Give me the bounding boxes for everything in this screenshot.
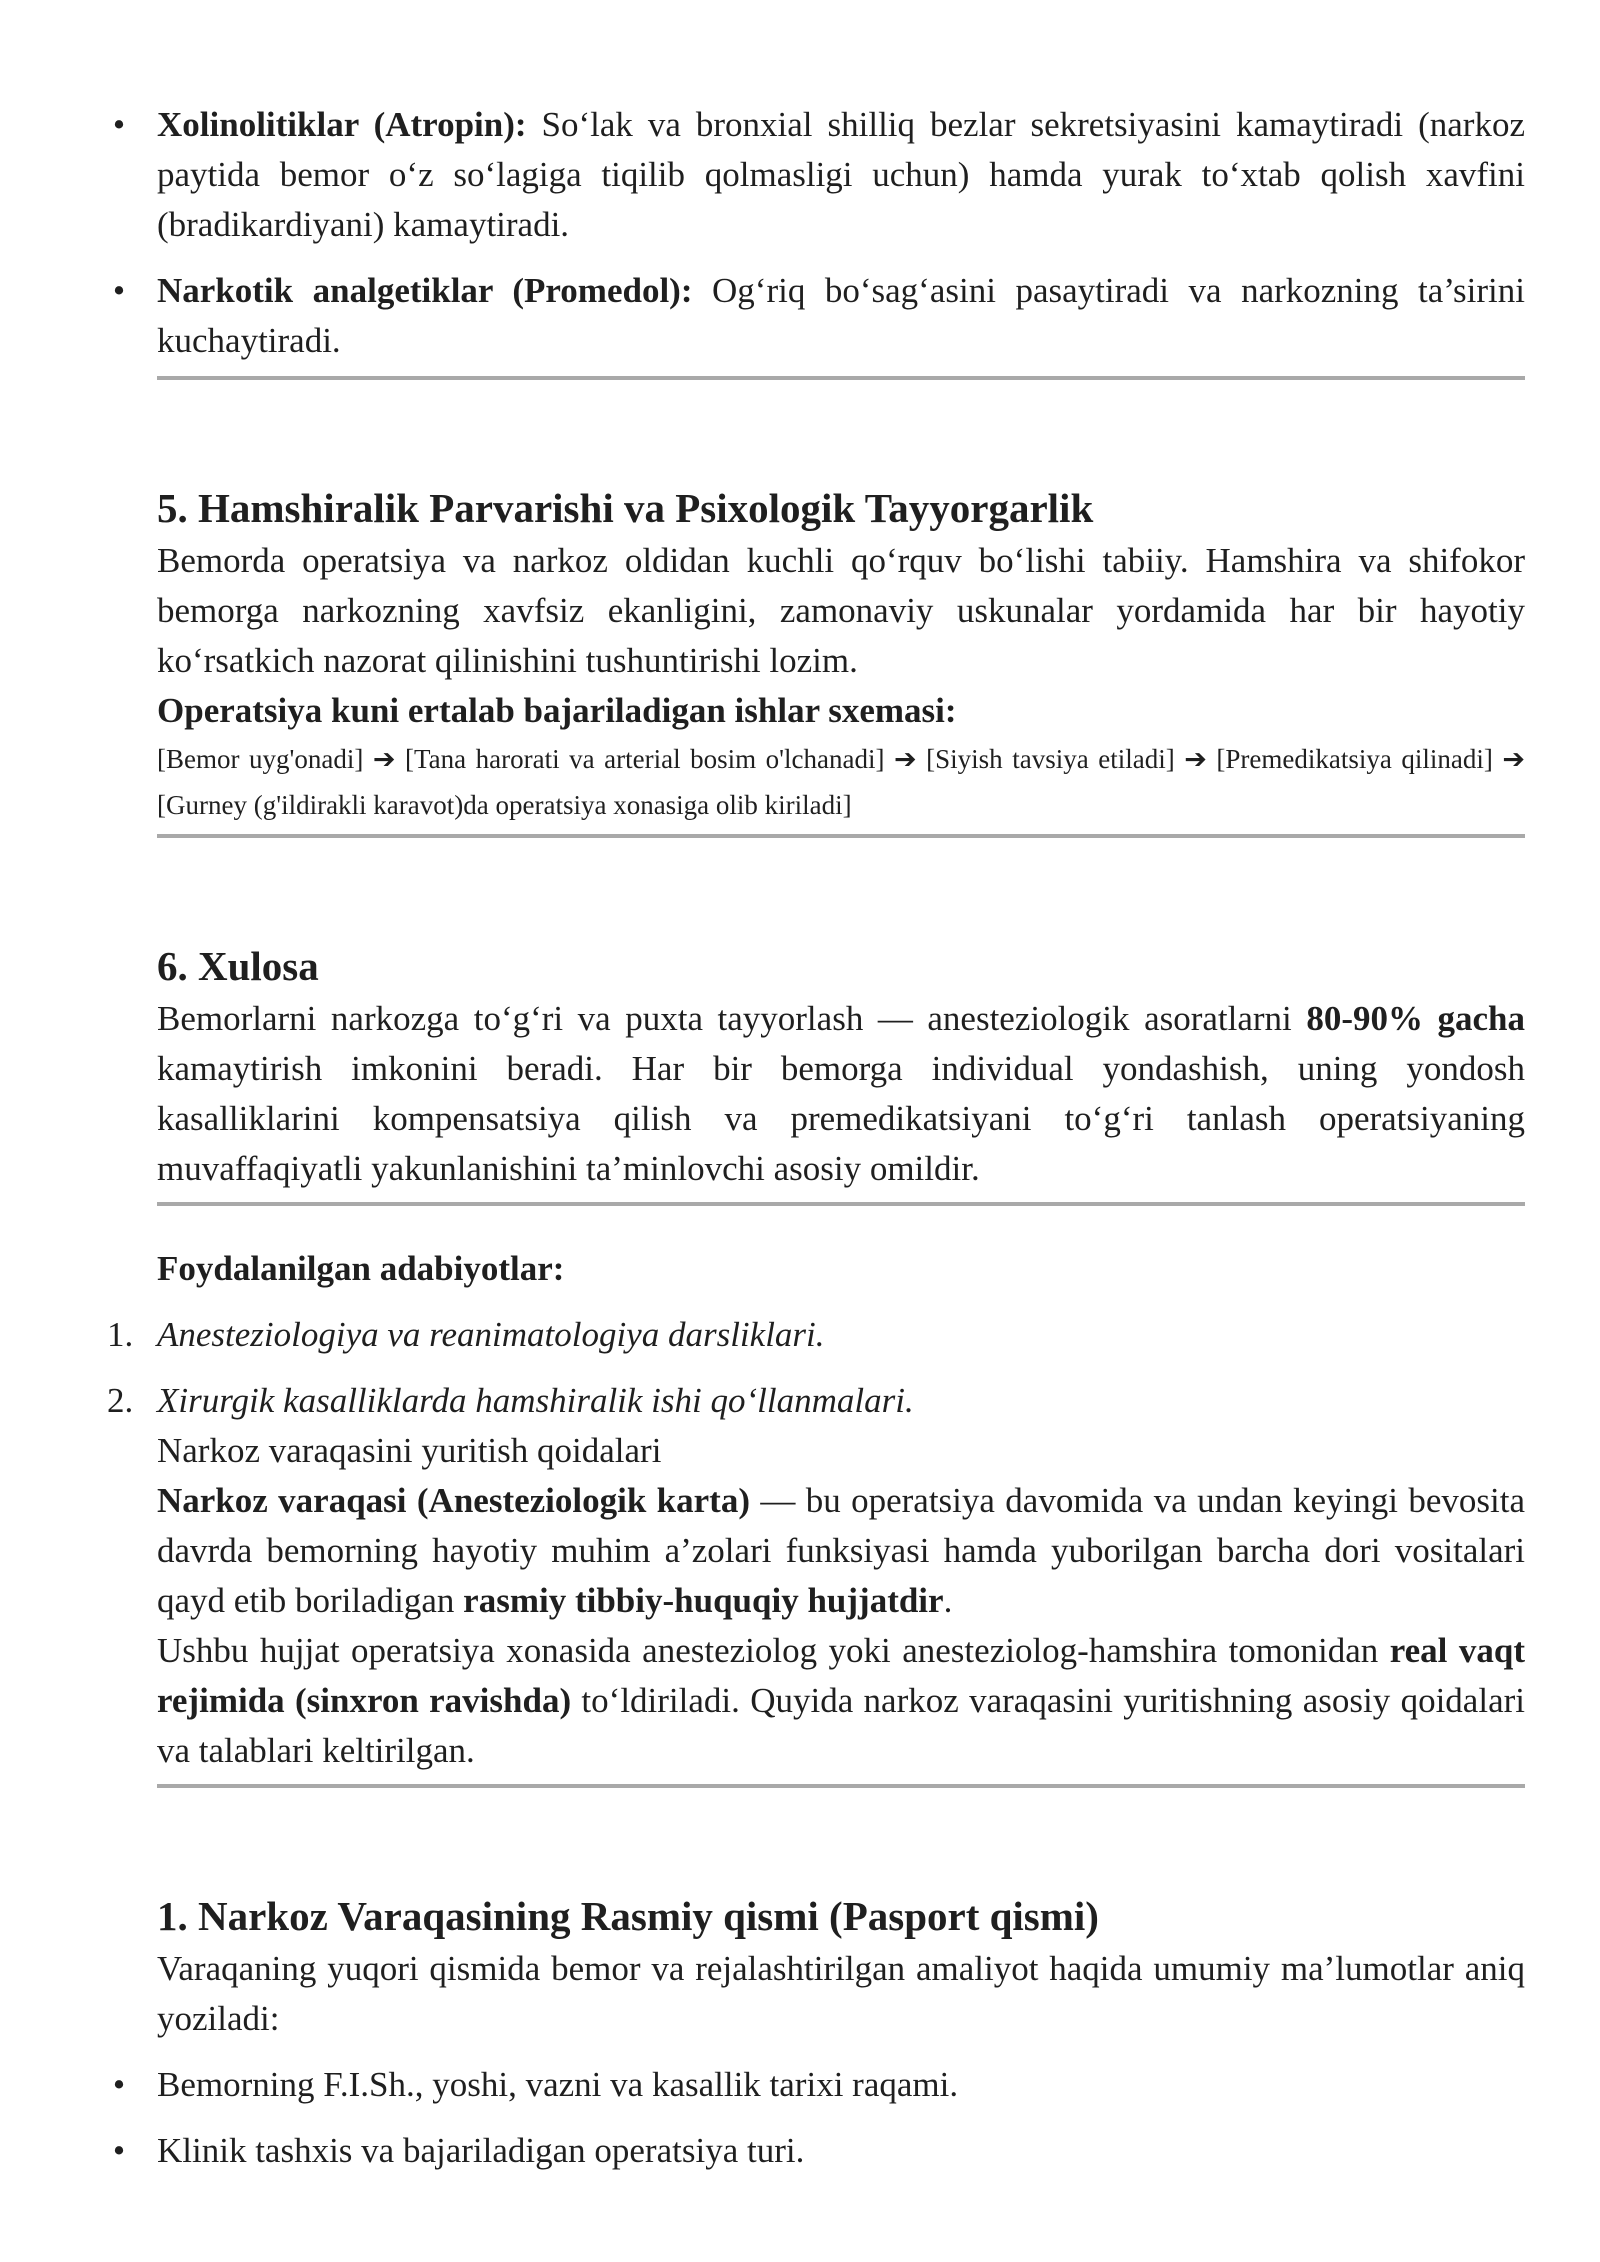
section-6-text-end: kamaytirish imkonini beradi. Har bir bemorga individual yondashish, uning yondosh kasalliklarini kompensatsiya qilish va premedikatsiyani to‘g‘ri tanlash operatsiyaning muvaffaqiyatli yakunlanishini ta’minlovchi asosiy omildir. <box>157 1049 1525 1188</box>
bullet-term: Narkotik analgetiklar (Promedol): <box>157 271 693 310</box>
reference-number: 2. <box>107 1381 134 1420</box>
section-5-paragraph: Bemorda operatsiya va narkoz oldidan kuchli qo‘rquv bo‘lishi tabiiy. Hamshira va shifokor bemorga narkozning xavfsiz ekanligini, zamonaviy uskunalar yordamida har bir hayotiy ko‘rsatkich nazorat qilinishini tushuntirishi lozim. <box>157 541 1525 680</box>
section-6-paragraph <box>157 994 1525 1194</box>
narkoz-fill-text: Ushbu hujjat operatsiya xonasida anesteziolog yoki anesteziolog-hamshira tomonidan <box>157 1631 1390 1670</box>
bullet-dot: • <box>112 2065 126 2104</box>
bullet-text: Bemorning F.I.Sh., yoshi, vazni va kasallik tarixi raqami. <box>157 2065 959 2104</box>
bullet-atropin <box>112 100 1525 250</box>
bullet-dot: • <box>112 2131 126 2170</box>
section-5-title: 5. Hamshiralik Parvarishi va Psixologik Tayyorgarlik <box>157 485 1094 531</box>
section-1-paragraph: Varaqaning yuqori qismida bemor va rejalashtirilgan amaliyot haqida umumiy ma’lumotlar aniq yoziladi: <box>157 1949 1525 2038</box>
bullet-term: Xolinolitiklar (Atropin): <box>157 105 527 144</box>
narkoz-rules-paragraph-2 <box>157 1626 1525 1776</box>
bullet-text: Og‘riq bo‘sag‘asini pasaytiradi va narkozning ta’sirini kuchaytiradi. <box>157 271 1525 360</box>
bullet-dot: • <box>112 105 126 144</box>
reference-text: Anesteziologiya va reanimatologiya darsliklari. <box>157 1315 825 1354</box>
bullet-dot: • <box>112 271 126 310</box>
document-content <box>107 100 1525 2176</box>
narkoz-card-end: . <box>943 1581 953 1620</box>
narkoz-card-status: rasmiy tibbiy-huquqiy hujjatdir <box>463 1581 944 1620</box>
scheme-flow: [Bemor uyg'onadi] ➔ [Tana harorati va arterial bosim o'lchanadi] ➔ [Siyish tavsiya etiladi] ➔ [Premedikatsiya qilinadi] ➔ [Gurney (g'ildirakli karavot)da operatsiya xonasiga olib kiriladi] <box>157 744 1525 820</box>
reference-text: Xirurgik kasalliklarda hamshiralik ishi qo‘llanmalari. <box>157 1381 914 1420</box>
narkoz-card-term: Narkoz varaqasi (Anesteziologik karta) <box>157 1481 750 1520</box>
narkoz-fill-end: to‘ldiriladi. Quyida narkoz varaqasini yuritishning asosiy qoidalari va talablari keltirilgan. <box>157 1681 1525 1770</box>
reference-number: 1. <box>107 1315 134 1354</box>
narkoz-rules-heading: Narkoz varaqasini yuritish qoidalari <box>157 1431 662 1470</box>
section-6-highlight: 80-90% gacha <box>1306 999 1525 1038</box>
bullet-text: So‘lak va bronxial shilliq bezlar sekretsiyasini kamaytiradi (narkoz paytida bemor o‘z so‘lagiga tiqilib qolmasligi uchun) hamda yurak to‘xtab qolish xavfini (bradikardiyani) kamaytiradi. <box>157 105 1525 244</box>
narkoz-fill-mode: real vaqt rejimida (sinxron ravishda) <box>157 1631 1525 1720</box>
section-1-title: 1. Narkoz Varaqasining Rasmiy qismi (Pasport qismi) <box>157 1893 1099 1939</box>
section-6-title: 6. Xulosa <box>157 943 319 989</box>
scheme-title: Operatsiya kuni ertalab bajariladigan ishlar sxemasi: <box>157 691 957 730</box>
narkoz-card-text: — bu operatsiya davomida va undan keyingi bevosita davrda bemorning hayotiy muhim a’zolari funksiyasi hamda yuborilgan barcha dori vositalari qayd etib boriladigan <box>157 1481 1525 1620</box>
reference-item <box>107 1310 1525 1360</box>
reference-item <box>107 1376 1525 1426</box>
narkoz-rules-paragraph-1 <box>157 1476 1525 1626</box>
section-6-text-start: Bemorlarni narkozga to‘g‘ri va puxta tayyorlash — anesteziologik asoratlarni <box>157 999 1307 1038</box>
passport-bullet <box>112 2126 1525 2176</box>
references-title: Foydalanilgan adabiyotlar: <box>157 1249 565 1288</box>
bullet-promedol <box>112 266 1525 366</box>
bullet-text: Klinik tashxis va bajariladigan operatsiya turi. <box>157 2131 805 2170</box>
passport-bullet <box>112 2060 1525 2110</box>
